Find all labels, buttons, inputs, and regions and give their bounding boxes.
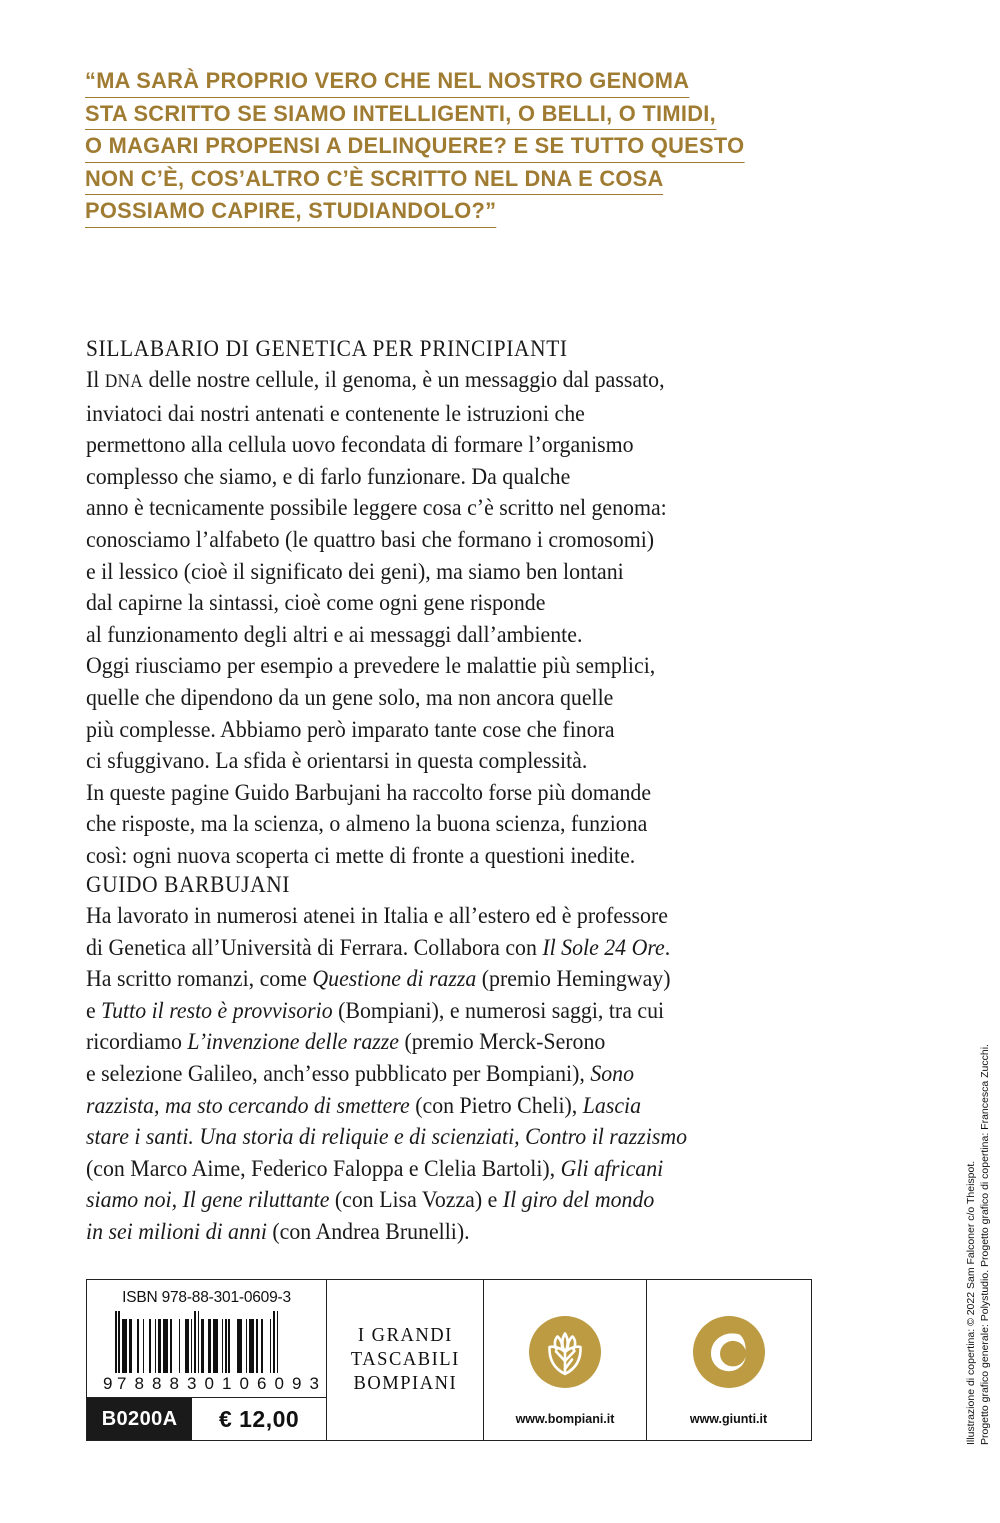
imprint-cell [327,1280,484,1440]
headline-line: STA SCRITTO SE SIAMO INTELLIGENTI, O BELLI, O TIMIDI, [85,99,716,131]
barcode-bar [172,1319,179,1373]
barcode-inner [87,1280,326,1394]
imprint-name [351,1324,460,1396]
imprint-line-3: BOMPIANI [353,1373,457,1394]
blurb-section [86,333,826,873]
bio-line: Ha scritto romanzi, come Questione di razza (premio Hemingway) [86,966,671,993]
blurb-line: inviatoci dai nostri antenati e contenente le istruzioni che [86,400,585,427]
ean-digit: 0 [239,1374,250,1393]
blurb-line: Il DNA delle nostre cellule, il genoma, è un messaggio dal passato, [86,367,665,393]
bio-line: Ha lavorato in numerosi atenei in Italia e all’estero ed è professore [86,903,668,929]
bompiani-cell [484,1280,647,1440]
bompiani-url[interactable]: www.bompiani.it [515,1412,615,1426]
giunti-spiral-icon [693,1316,765,1388]
ean-digit: 3 [309,1374,320,1393]
bio-line: e Tutto il resto è provvisorio (Bompiani), e numerosi saggi, tra cui [86,997,665,1024]
product-code: B0200A [87,1398,192,1440]
headline-line: POSSIAMO CAPIRE, STUDIANDOLO?” [85,196,496,228]
ean-digit: 0 [274,1374,285,1393]
blurb-line: al funzionamento degli altri e ai messaggi dall’ambiente. [86,621,583,648]
headline-quote [85,66,815,229]
bio-line: e selezione Galileo, anch’esso pubblicato per Bompiani), Sono [86,1060,635,1087]
ean-left-group [113,1374,218,1394]
barcode-bar [230,1319,237,1373]
credits-line-1: Illustrazione di copertina: © 2022 Sam Falconer c/o Theispot. [965,1160,977,1445]
ean13-barcode [101,1311,312,1373]
ean-digit: 3 [186,1374,198,1393]
bio-line: razzista, ma sto cercando di smettere (con Pietro Cheli), Lascia [86,1092,642,1119]
blurb-line: permettono alla cellula uovo fecondata di formare l’organismo [86,432,634,459]
bio-line: in sei milioni di anni (con Andrea Brunelli). [86,1218,470,1245]
author-bio-section [86,869,846,1249]
blurb-line: e il lessico (cioè il significato dei geni), ma siamo ben lontani [86,558,624,585]
ean-digit: 8 [169,1374,180,1393]
headline-line: “MA SARÀ PROPRIO VERO CHE NEL NOSTRO GENOMA [85,66,689,98]
giunti-cell [647,1280,810,1440]
bio-line: stare i santi. Una storia di reliquie e di scienziati, Contro il razzismo [86,1124,688,1151]
ean-digit: 0 [204,1374,215,1393]
ean-digit: 9 [291,1374,303,1393]
ean-digit: 8 [134,1374,145,1393]
bio-line: ricordiamo L’invenzione delle razze (premio Merck-Serono [86,1029,606,1056]
giunti-url[interactable]: www.giunti.it [689,1412,768,1426]
imprint-line-2: TASCABILI [350,1349,460,1370]
ean-lead-digit: 9 [103,1374,114,1393]
cover-price: € 12,00 [218,1405,300,1432]
publisher-info-bar [86,1279,812,1441]
ean13-digits [101,1374,320,1394]
blurb-line: complesso che siamo, e di farlo funzionare. Da qualche [86,463,571,490]
credits-line-2: Progetto grafico generale: Polystudio. Progetto grafico di copertina: Francesca Zucchi. [979,1044,991,1445]
blurb-line: quelle che dipendono da un gene solo, ma non ancora quelle [86,684,614,711]
ean-digit: 7 [116,1374,128,1393]
bio-line: (con Marco Aime, Federico Faloppa e Clelia Bartoli), Gli africani [86,1155,664,1182]
bompiani-shield-icon [529,1316,601,1388]
bio-line: di Genetica all’Università di Ferrara. Collabora con Il Sole 24 Ore. [86,934,671,961]
bio-line: siamo noi, Il gene riluttante (con Lisa Vozza) e Il giro del mondo [86,1187,655,1214]
blurb-line: più complesse. Abbiamo però imparato tante cose che finora [86,716,615,743]
blurb-line: conosciamo l’alfabeto (le quattro basi che formano i cromosomi) [86,526,655,553]
ean-right-group [218,1374,323,1394]
ean-digit: 6 [256,1374,268,1393]
barcode-bar [263,1319,270,1373]
ean-digit: 8 [151,1374,163,1393]
blurb-heading: SILLABARIO DI GENETICA PER PRINCIPIANTI [86,336,568,361]
isbn-label: ISBN 978-88-301-0609-3 [122,1289,291,1306]
blurb-line: Oggi riusciamo per esempio a prevedere le malattie più semplici, [86,653,656,680]
headline-line: O MAGARI PROPENSI A DELINQUERE? E SE TUTTO QUESTO [85,131,744,163]
imprint-line-1: I GRANDI [357,1325,453,1346]
blurb-line: così: ogni nuova scoperta ci mette di fronte a questioni inedite. [86,842,636,869]
ean-digit: 1 [221,1374,233,1393]
author-name-heading: GUIDO BARBUJANI [86,872,291,897]
blurb-line: anno è tecnicamente possibile leggere cosa c’è scritto nel genoma: [86,495,667,522]
barcode-cell [87,1280,327,1440]
blurb-line: In queste pagine Guido Barbujani ha raccolto forse più domande [86,779,652,806]
price-row [87,1397,326,1440]
barcode-bar [277,1311,279,1373]
blurb-line: ci sfuggivano. La sfida è orientarsi in questa complessità. [86,748,588,775]
blurb-line: dal capirne la sintassi, cioè come ogni gene risponde [86,590,546,617]
blurb-line: che risposte, ma la scienza, o almeno la buona scienza, funziona [86,811,648,838]
headline-line: NON C’È, COS’ALTRO C’È SCRITTO NEL DNA E COSA [85,164,664,196]
